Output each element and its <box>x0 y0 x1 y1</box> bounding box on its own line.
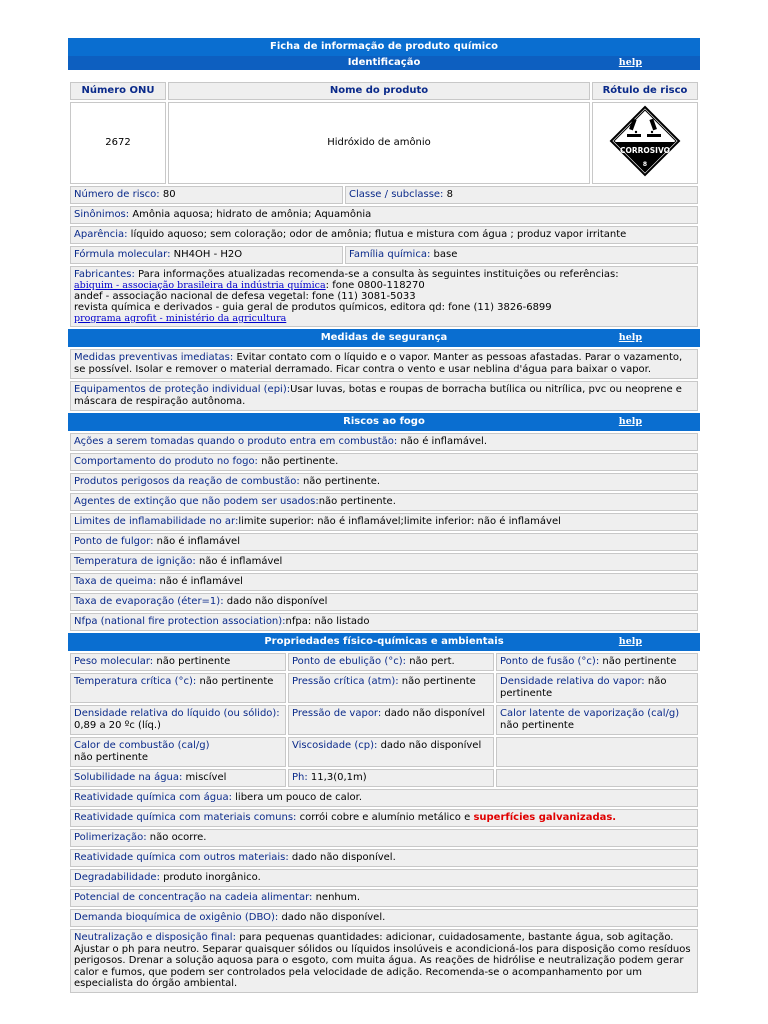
materials-reactivity-cell: Reatividade química com materiais comuns: corrói cobre e alumínio metálico e superfícies galvanizadas. <box>70 809 698 827</box>
col-header-onu: Número ONU <box>70 82 166 100</box>
ph-cell: Ph: 11,3(0,1m) <box>288 769 494 787</box>
fire-row: Taxa de evaporação (éter=1): dado não disponível <box>70 593 698 611</box>
section-header-seguranca <box>68 329 700 347</box>
water-reactivity-cell: Reatividade química com água: libera um pouco de calor. <box>70 789 698 807</box>
latent-heat-cell: Calor latente de vaporização (cal/g) não pertinente <box>496 705 698 735</box>
vapor-pressure-cell: Pressão de vapor: dado não disponível <box>288 705 494 735</box>
combustion-heat-cell: Calor de combustão (cal/g) não pertinente <box>70 737 286 767</box>
fire-row: Agentes de extinção que não podem ser usados:não pertinente. <box>70 493 698 511</box>
empty-cell <box>496 737 698 767</box>
fire-row: Ações a serem tomadas quando o produto entra em combustão: não é inflamável. <box>70 433 698 451</box>
food-chain-cell: Potencial de concentração na cadeia alimentar: nenhum. <box>70 889 698 907</box>
product-sheet <box>68 38 700 995</box>
fire-row: Ponto de fulgor: não é inflamável <box>70 533 698 551</box>
viscosity-cell: Viscosidade (cp): dado não disponível <box>288 737 494 767</box>
fire-row: Temperatura de ignição: não é inflamável <box>70 553 698 571</box>
corrosive-diamond-icon <box>609 105 681 177</box>
hazard-label-text: CORROSIVO <box>619 146 671 155</box>
properties-table <box>68 651 700 995</box>
degradability-cell: Degradabilidade: produto inorgânico. <box>70 869 698 887</box>
section-title: Riscos ao fogo <box>343 416 425 427</box>
hazard-class-number: 8 <box>642 161 648 168</box>
molecular-weight-cell: Peso molecular: não pertinente <box>70 653 286 671</box>
fire-row: Limites de inflamabilidade no ar:limite superior: não é inflamável;limite inferior: não é inflamável <box>70 513 698 531</box>
liquid-density-cell: Densidade relativa do líquido (ou sólido): 0,89 a 20 ºc (líq.) <box>70 705 286 735</box>
fire-row: Taxa de queima: não é inflamável <box>70 573 698 591</box>
hazard-label <box>592 102 698 184</box>
empty-cell <box>496 769 698 787</box>
col-header-rotulo: Rótulo de risco <box>592 82 698 100</box>
boiling-point-cell: Ponto de ebulição (°c): não pert. <box>288 653 494 671</box>
agrofit-link[interactable]: programa agrofit - ministério da agricultura <box>74 313 287 324</box>
col-header-nome: Nome do produto <box>168 82 590 100</box>
product-name: Hidróxido de amônio <box>168 102 590 184</box>
help-link[interactable]: help <box>618 57 642 68</box>
risk-number-cell: Número de risco: 80 <box>70 186 343 204</box>
formula-cell: Fórmula molecular: NH4OH - H2O <box>70 246 343 264</box>
risk-info-table <box>68 184 700 329</box>
appearance-cell: Aparência: líquido aquoso; sem coloração; odor de amônia; flutua e mistura com água ; produz vapor irritante <box>70 226 698 244</box>
manufacturers-cell: Fabricantes: Para informações atualizadas recomenda-se a consulta às seguintes instituições ou referências: abiquim - associação brasileira da indústria química: fone 0800-118270 andef - associação nacional de defesa vegetal: fone (11) 3081-5033 revista química e derivados - guia geral de produtos químicos, editora qd: fone (11) 3826-6899 programa agrofit - ministério da agricultura <box>70 266 698 327</box>
ppe-cell: Equipamentos de proteção individual (epi):Usar luvas, botas e roupas de borracha butílica ou nitrílica, pvc ou neoprene e máscara de respiração autônoma. <box>70 381 698 411</box>
family-cell: Família química: base <box>345 246 698 264</box>
fire-row: Produtos perigosos da reação de combustão: não pertinente. <box>70 473 698 491</box>
critical-temp-cell: Temperatura crítica (°c): não pertinente <box>70 673 286 703</box>
help-link[interactable]: help <box>618 416 642 427</box>
class-cell: Classe / subclasse: 8 <box>345 186 698 204</box>
sheet-title <box>68 38 700 56</box>
vapor-density-cell: Densidade relativa do vapor: não pertinente <box>496 673 698 703</box>
help-link[interactable]: help <box>618 636 642 647</box>
dbo-cell: Demanda bioquímica de oxigênio (DBO): dado não disponível. <box>70 909 698 927</box>
polymerization-cell: Polimerização: não ocorre. <box>70 829 698 847</box>
synonyms-cell: Sinônimos: Amônia aquosa; hidrato de amônia; Aquamônia <box>70 206 698 224</box>
fire-row: Nfpa (national fire protection association):nfpa: não listado <box>70 613 698 631</box>
section-title: Medidas de segurança <box>320 332 448 343</box>
melting-point-cell: Ponto de fusão (°c): não pertinente <box>496 653 698 671</box>
fire-row: Comportamento do produto no fogo: não pertinente. <box>70 453 698 471</box>
identification-table <box>68 80 700 186</box>
abiquim-link[interactable]: abiquim - associação brasileira da indústria química <box>74 280 326 291</box>
fire-risk-table <box>68 431 700 633</box>
sheet-title-text: Ficha de informação de produto químico <box>270 41 498 52</box>
section-header-propriedades <box>68 633 700 651</box>
critical-pressure-cell: Pressão crítica (atm): não pertinente <box>288 673 494 703</box>
solubility-cell: Solubilidade na água: miscível <box>70 769 286 787</box>
other-reactivity-cell: Reatividade química com outros materiais: dado não disponível. <box>70 849 698 867</box>
section-header-identificacao <box>68 56 700 70</box>
preventive-measures-cell: Medidas preventivas imediatas: Evitar contato com o líquido e o vapor. Manter as pessoas afastadas. Parar o vazamento, se possível. Isolar e remover o material derramado. Ficar contra o vento e usar neblina d'água para baixar o vapor. <box>70 349 698 379</box>
help-link[interactable]: help <box>618 332 642 343</box>
neutralization-cell: Neutralização e disposição final: para pequenas quantidades: adicionar, cuidadosamente, bastante água, sob agitação. Ajustar o ph para neutro. Separar quaisquer sólidos ou líquidos insolúveis e acondicioná-los para disposição como resíduos perigosos. Drenar a solução aquosa para o esgoto, com muita água. As reações de hidrólise e neutralização podem gerar calor e fumos, que podem ser controlados pela velocidade de adição. Recomenda-se o acompanhamento por um especialista do órgão ambiental. <box>70 929 698 993</box>
safety-table <box>68 347 700 413</box>
section-header-fogo <box>68 413 700 431</box>
section-title: Identificação <box>347 57 421 68</box>
onu-number: 2672 <box>70 102 166 184</box>
section-title: Propriedades físico-químicas e ambientais <box>264 636 504 647</box>
